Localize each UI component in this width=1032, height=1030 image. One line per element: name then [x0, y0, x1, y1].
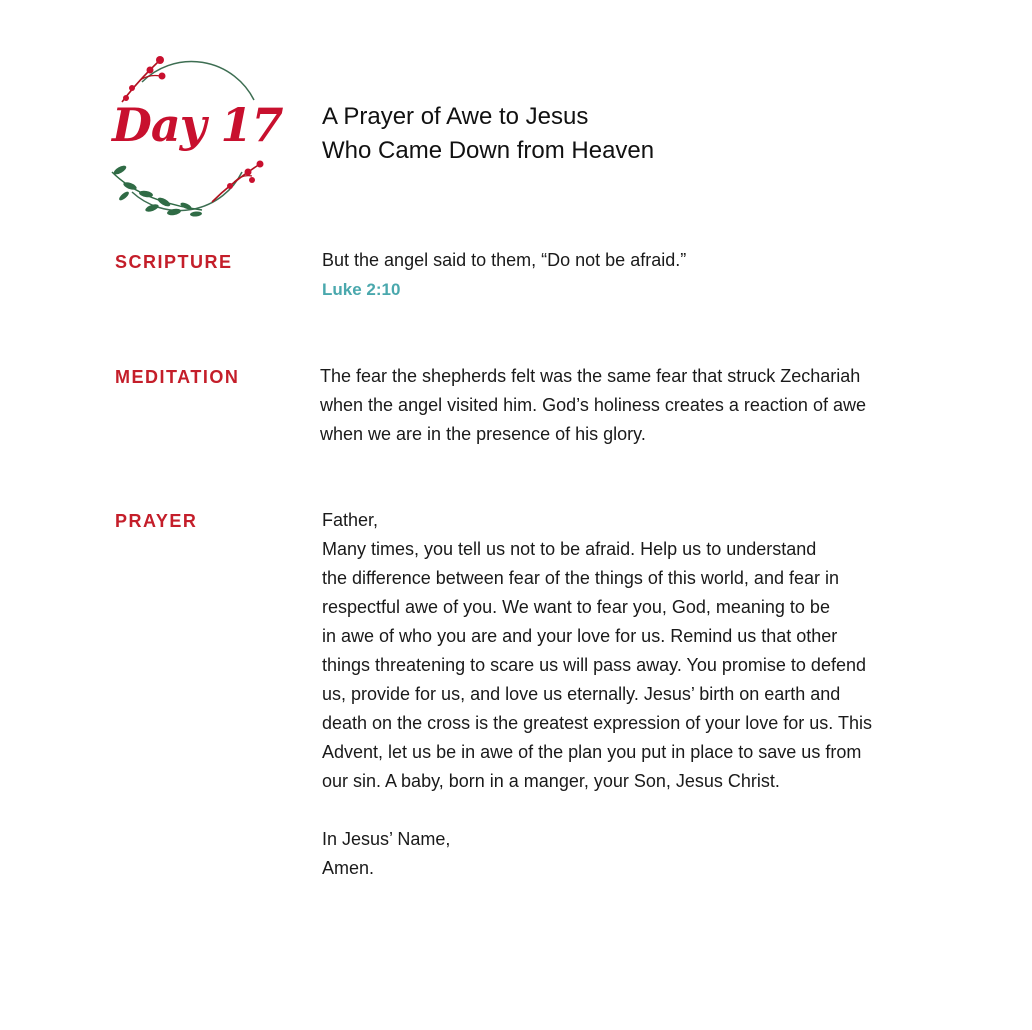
prayer-line: in awe of who you are and your love for us. Remind us that other [322, 626, 838, 646]
prayer-line: things threatening to scare us will pass away. You promise to defend [322, 655, 866, 675]
prayer-label: PRAYER [115, 511, 198, 531]
prayer-line: death on the cross is the greatest expression of your love for us. This [322, 713, 872, 733]
prayer-line: respectful awe of you. We want to fear you, God, meaning to be [322, 597, 830, 617]
scripture-block [322, 246, 922, 304]
prayer-line: Father, [322, 510, 379, 530]
prayer-line: our sin. A baby, born in a manger, your Son, Jesus Christ. [322, 771, 780, 791]
meditation-block [320, 362, 920, 449]
meditation-label: MEDITATION [115, 367, 240, 387]
meditation-line: when the angel visited him. God’s holiness creates a reaction of awe [320, 395, 866, 415]
meditation-line: The fear the shepherds felt was the same fear that struck Zechariah [320, 366, 861, 386]
day-number: Day 17 [112, 98, 283, 152]
title-line-1: A Prayer of Awe to Jesus [322, 103, 589, 130]
page-title [322, 100, 654, 168]
prayer-line: Advent, let us be in awe of the plan you put in place to save us from [322, 742, 862, 762]
prayer-line: the difference between fear of the things of this world, and fear in [322, 568, 839, 588]
meditation-line: when we are in the presence of his glory. [320, 424, 646, 444]
scripture-label: SCRIPTURE [115, 252, 233, 272]
scripture-text: But the angel said to them, “Do not be afraid.” [322, 250, 687, 270]
scripture-reference: Luke 2:10 [322, 280, 401, 299]
paragraph-gap [322, 796, 922, 825]
prayer-closing: In Jesus’ Name, [322, 829, 451, 849]
day-badge [102, 52, 282, 222]
prayer-block [322, 506, 922, 883]
prayer-line: us, provide for us, and love us eternally. Jesus’ birth on earth and [322, 684, 841, 704]
prayer-amen: Amen. [322, 858, 375, 878]
title-line-2: Who Came Down from Heaven [322, 137, 655, 164]
prayer-line: Many times, you tell us not to be afraid. Help us to understand [322, 539, 817, 559]
